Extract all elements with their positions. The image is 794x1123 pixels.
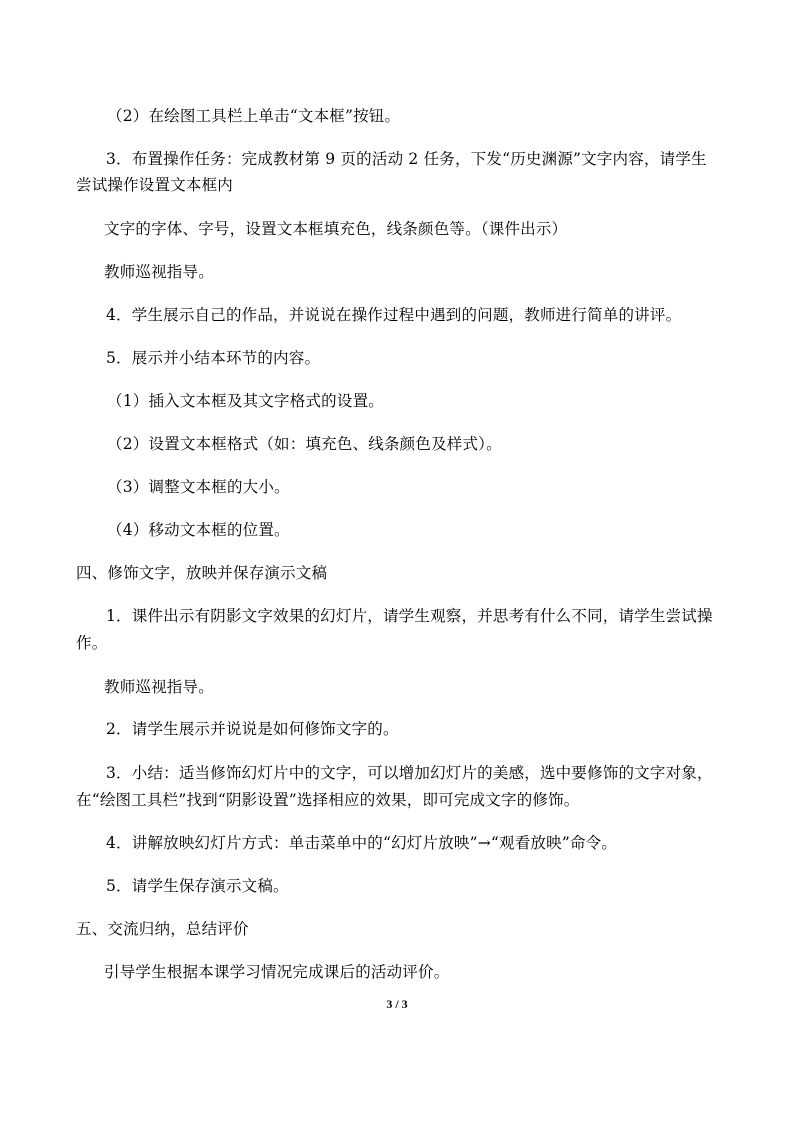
- paragraph-line: 3．小结：适当修饰幻灯片中的文字，可以增加幻灯片的美感，选中要修饰的文字对象，: [106, 764, 713, 782]
- paragraph-line: 在“绘图工具栏”找到“阴影设置”选择相应的效果，即可完成文字的修饰。: [76, 791, 580, 809]
- paragraph-line: 尝试操作设置文本框内: [76, 176, 234, 194]
- paragraph-line: 3．布置操作任务：完成教材第 9 页的活动 2 任务，下发“历史渊源”文字内容，请学生: [106, 150, 707, 168]
- section-heading: 五、交流归纳，总结评价: [76, 920, 249, 938]
- paragraph-line: 教师巡视指导。: [104, 263, 214, 281]
- paragraph-line: 4．学生展示自己的作品，并说说在操作过程中遇到的问题，教师进行简单的讲评。: [106, 306, 682, 324]
- paragraph-line: 教师巡视指导。: [104, 678, 214, 696]
- paragraph-line: （2）设置文本框格式（如：填充色、线条颜色及样式）。: [107, 435, 502, 453]
- paragraph-line: 5．请学生保存演示文稿。: [106, 877, 289, 895]
- section-heading: 四、修饰文字，放映并保存演示文稿: [76, 564, 328, 582]
- paragraph-line: （1）插入文本框及其文字格式的设置。: [107, 392, 384, 410]
- paragraph-line: （3）调整文本框的大小。: [107, 478, 290, 496]
- page-number: 3 / 3: [386, 997, 408, 1011]
- paragraph-line: 2．请学生展示并说说是如何修饰文字的。: [106, 720, 399, 738]
- paragraph-line: 作。: [76, 634, 108, 652]
- paragraph-line: （4）移动文本框的位置。: [107, 521, 290, 539]
- paragraph-line: 4．讲解放映幻灯片方式：单击菜单中的“幻灯片放映”→“观看放映”命令。: [106, 834, 618, 852]
- paragraph-line: 文字的字体、字号，设置文本框填充色，线条颜色等。（课件出示）: [104, 220, 568, 238]
- paragraph-line: 5．展示并小结本环节的内容。: [106, 349, 321, 367]
- paragraph-line: 1．课件出示有阴影文字效果的幻灯片，请学生观察，并思考有什么不同，请学生尝试操: [106, 607, 713, 625]
- paragraph-line: （2）在绘图工具栏上单击“文本框”按钮。: [107, 107, 401, 125]
- paragraph-line: 引导学生根据本课学习情况完成课后的活动评价。: [104, 963, 450, 981]
